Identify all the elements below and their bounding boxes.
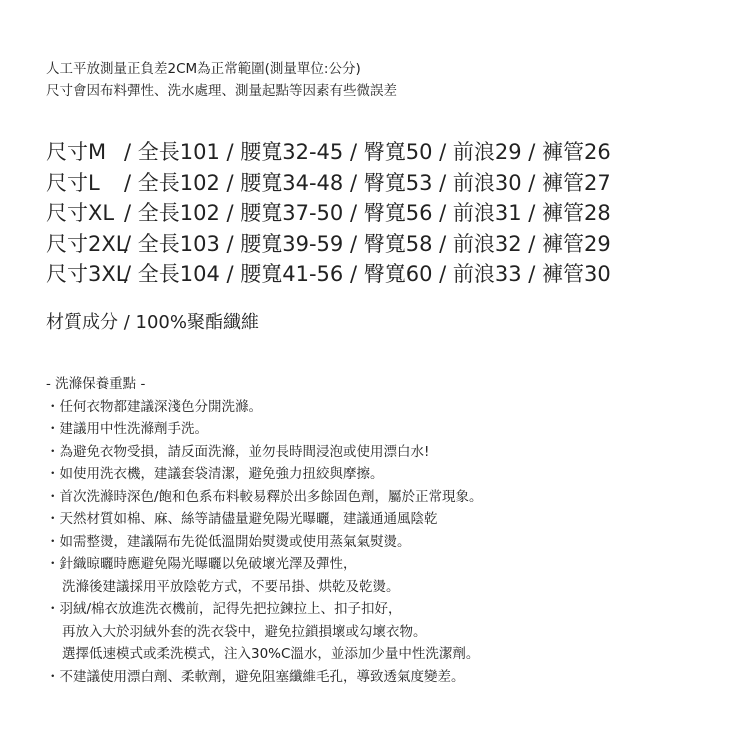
size-measurements: / 全長104 / 腰寬41-56 / 臀寬60 / 前浪33 / 褲管30 [124,262,611,286]
measurement-note-line: 尺寸會因布料彈性、洗水處理、測量起點等因素有些微誤差 [46,83,397,99]
care-instructions [46,373,483,688]
care-item-line: ・首次洗滌時深色/飽和色系布料較易釋於出多餘固色劑，屬於正常現象。 [46,488,483,505]
care-item [46,418,483,441]
care-item [46,396,483,419]
care-item-line: ・不建議使用漂白劑、柔軟劑，避免阻塞纖維毛孔，導致透氣度變差。 [46,668,465,685]
care-item-line: 再放入大於羽絨外套的洗衣袋中，避免拉鎖損壞或勾壞衣物。 [62,623,427,640]
care-item [46,666,483,689]
care-item [46,553,483,598]
care-item-line: ・如使用洗衣機，建議套袋清潔，避免強力扭絞與摩擦。 [46,466,384,482]
size-chart [46,137,611,290]
care-item-line: ・針織晾曬時應避免陽光曝曬以免破壞光澤及彈性， [46,556,357,572]
size-measurements: / 全長101 / 腰寬32-45 / 臀寬50 / 前浪29 / 褲管26 [124,140,611,164]
care-item-line: 選擇低速模式或柔洗模式，注入30%C溫水，並添加少量中性洗潔劑。 [62,646,480,662]
care-item-line: ・為避免衣物受損，請反面洗滌，並勿長時間浸泡或使用漂白水! [46,443,430,460]
care-item-line: ・天然材質如棉、麻、絲等請儘量避免陽光曝曬，建議通通風陰乾 [46,511,438,527]
care-title: - 洗滌保養重點 - [46,376,146,392]
size-row [46,259,611,290]
care-item-line: ・建議用中性洗滌劑手洗。 [46,421,208,437]
care-item [46,598,483,666]
care-item-line: ・如需整燙，建議隔布先從低溫開始熨燙或使用蒸氣氣熨燙。 [46,533,411,550]
care-item [46,531,483,554]
size-label: 尺寸XL [46,201,115,225]
care-item [46,441,483,464]
material-composition: 材質成分 / 100%聚酯纖維 [46,312,259,333]
care-item [46,463,483,486]
size-row [46,229,611,260]
size-row [46,198,611,229]
size-measurements: / 全長102 / 腰寬37-50 / 臀寬56 / 前浪31 / 褲管28 [124,201,611,225]
care-item-line: 洗滌後建議採用平放陰乾方式，不要吊掛、烘乾及乾燙。 [62,578,400,595]
measurement-note [46,58,397,102]
size-label: 尺寸M [46,140,107,164]
size-measurements: / 全長102 / 腰寬34-48 / 臀寬53 / 前浪30 / 褲管27 [124,170,611,195]
size-row [46,137,611,168]
size-label: 尺寸2XL [46,231,128,256]
care-item-line: ・羽絨/棉衣放進洗衣機前，記得先把拉鍊拉上、扣子扣好， [46,601,402,617]
size-label: 尺寸3XL [46,262,128,286]
size-row [46,168,611,199]
care-item-line: ・任何衣物都建議深淺色分開洗滌。 [46,398,262,415]
measurement-note-line: 人工平放測量正負差2CM為正常範圍(測量單位:公分) [46,61,361,77]
size-label: 尺寸L [46,170,100,195]
care-item [46,508,483,531]
size-measurements: / 全長103 / 腰寬39-59 / 臀寬58 / 前浪32 / 褲管29 [124,231,611,256]
care-item [46,486,483,509]
